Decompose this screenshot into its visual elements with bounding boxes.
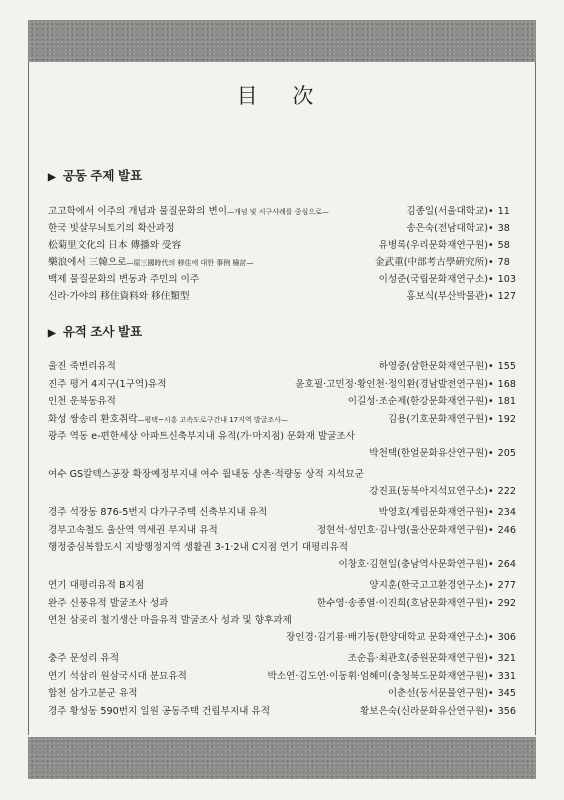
- toc-entry[interactable]: 고고학에서 이주의 개념과 물질문화의 변이—개념 및 서구사례를 중심으로— 김종일(서울대학교) • 11: [48, 206, 510, 217]
- toc-entry[interactable]: 완주 신풍유적 발굴조사 성과 한수영·송종열·이진희(호남문화재연구원) • 292: [48, 597, 516, 609]
- toc-entry[interactable]: 松菊里文化의 日本 傳播와 受容 유병록(우리문화재연구원) • 58: [48, 240, 510, 251]
- toc-entry[interactable]: 연기 석삼리 원삼국시대 분묘유적 박소연·김도연·이동휘·엄혜미(충청북도문화재연구원) • 331: [48, 670, 516, 682]
- toc-entry[interactable]: 광주 역동 e-편한세상 아파트신축부지내 유적(가·마지점) 문화재 발굴조사 박천택(한얼문화유산연구원) • 205: [48, 431, 516, 459]
- toc-entry[interactable]: 화성 쌍송리 환호취락—평택~시흥 고속도로구간내 17지역 발굴조사— 김용(기호문화재연구원) • 192: [48, 413, 516, 425]
- toc-entry[interactable]: 백제 물질문화의 변동과 주민의 이주 이성준(국립문화재연구소) • 103: [48, 274, 516, 285]
- toc-entry[interactable]: 한국 빗살무늬토기의 확산과정 송은숙(전남대학교) • 38: [48, 223, 510, 234]
- toc-entry[interactable]: 신라·가야의 移住資料와 移住類型 홍보식(부산박물관) • 127: [48, 291, 516, 302]
- toc-entry[interactable]: 연천 삼곶리 철기생산 마을유적 발굴조사 성과 및 향후과제 장인경·김기룡·배기동(한양대학교 문화재연구소) • 306: [48, 615, 516, 643]
- toc-entry[interactable]: 樂浪에서 三韓으로—原三國時代의 移住에 대한 事例 檢討— 金武重(中部考古學硏究所) • 78: [48, 257, 510, 268]
- toc-entry[interactable]: 행정중심복합도시 지방행정지역 생활권 3-1·2내 C지점 연기 대평리유적 이창호·김현일(충남역사문화연구원) • 264: [48, 542, 516, 570]
- section-heading-joint-theme: ▶ 공동 주제 발표: [48, 169, 143, 183]
- toc-entry[interactable]: 경주 황성동 590번지 일원 공동주택 건립부지내 유적 황보은숙(신라문화유산연구원) • 356: [48, 705, 516, 717]
- triangle-icon: ▶: [48, 328, 56, 339]
- toc-entry[interactable]: 합천 삼가고분군 유적 이춘선(동서문물연구원) • 345: [48, 688, 516, 699]
- toc-entry[interactable]: 여수 GS칼텍스공장 확장예정부지내 여수 월내동 상촌·적량동 상적 지석묘군 강진표(동북아지석묘연구소) • 222: [48, 469, 516, 497]
- toc-entry[interactable]: 연기 대평리유적 B지점 양지훈(한국고고환경연구소) • 277: [48, 580, 516, 591]
- page-title: 目 次: [236, 84, 328, 108]
- toc-entry[interactable]: 경부고속철도 울산역 역세권 부지내 유적 정현석·성민호·김나영(울산문화재연구원) • 246: [48, 524, 516, 536]
- toc-list-joint-theme: [48, 206, 516, 308]
- bottom-decorative-band: [28, 737, 536, 779]
- toc-entry[interactable]: 인천 운북동유적 이길성·조순제(한강문화재연구원) • 181: [48, 396, 516, 407]
- top-decorative-band: [28, 20, 536, 62]
- toc-entry[interactable]: 충주 문성리 유적 조순흠·최관호(중원문화재연구원) • 321: [48, 653, 516, 664]
- toc-entry[interactable]: 울진 죽변리유적 하영중(삼한문화재연구원) • 155: [48, 361, 516, 372]
- section-heading-site-survey: ▶ 유적 조사 발표: [48, 325, 143, 339]
- toc-entry[interactable]: 진주 평거 4지구(1구역)유적 윤호필·고민정·황인천·정익환(경남발전연구원) • 168: [48, 378, 516, 390]
- toc-entry[interactable]: 경주 석장동 876-5번지 다가구주택 신축부지내 유적 박영호(계림문화재연구원) • 234: [48, 507, 516, 518]
- toc-list-site-survey: [48, 361, 516, 723]
- triangle-icon: ▶: [48, 172, 56, 183]
